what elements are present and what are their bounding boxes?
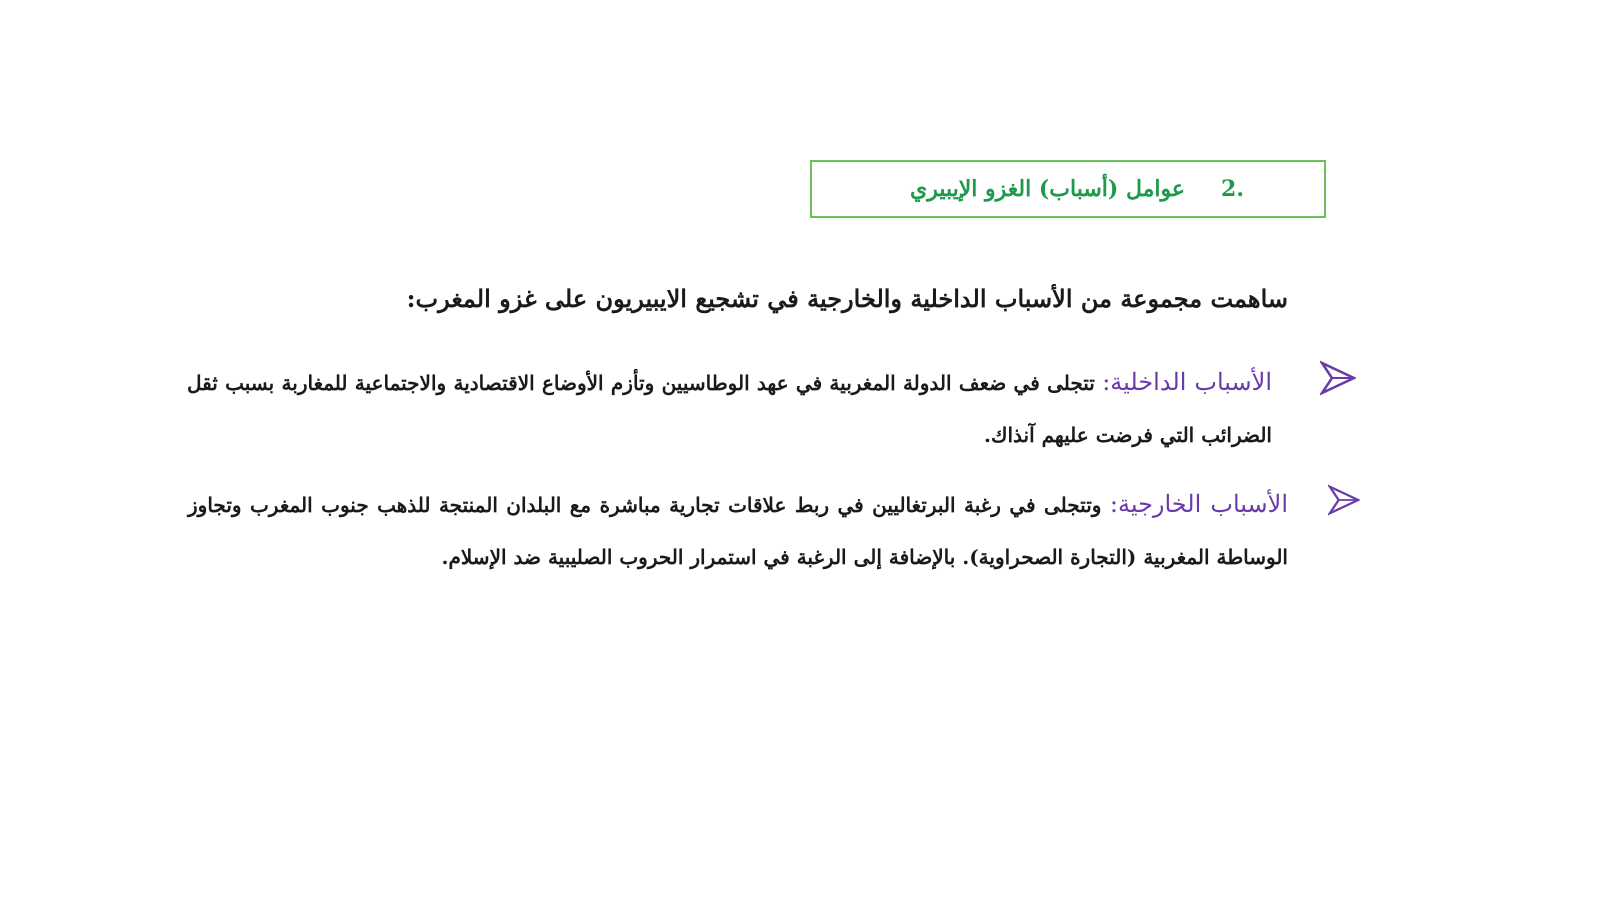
item-text-internal: تتجلى في ضعف الدولة المغربية في عهد الوطاسيين وتأزم الأوضاع الاقتصادية والاجتماعية للمغاربة بسبب ثقل الضرائب التي فرضت عليهم آنذاك. — [187, 371, 1272, 447]
item-label-internal: الأسباب الداخلية: — [1102, 368, 1272, 396]
section-title: عوامل (أسباب) الغزو الإيبيري — [909, 176, 1186, 202]
arrowhead-bullet-icon — [1320, 360, 1356, 396]
item-label-external: الأسباب الخارجية: — [1109, 490, 1288, 518]
arrowhead-bullet-icon — [1328, 484, 1360, 516]
item-text-external: وتتجلى في رغبة البرتغاليين في ربط علاقات تجارية مباشرة مع البلدان المنتجة للذهب جنوب المغرب وتجاوز الوساطة المغربية (التجارة الصحراوية). بالإضافة إلى الرغبة في استمرار الحروب الصليبية ضد الإسلام. — [188, 493, 1288, 569]
section-title-box — [810, 160, 1326, 218]
section-number: 2. — [1221, 176, 1244, 202]
list-item-external-causes — [188, 478, 1288, 583]
intro-sentence: ساهمت مجموعة من الأسباب الداخلية والخارجية في تشجيع الايبيريون على غزو المغرب: — [406, 284, 1288, 313]
list-item-internal-causes — [187, 356, 1272, 461]
